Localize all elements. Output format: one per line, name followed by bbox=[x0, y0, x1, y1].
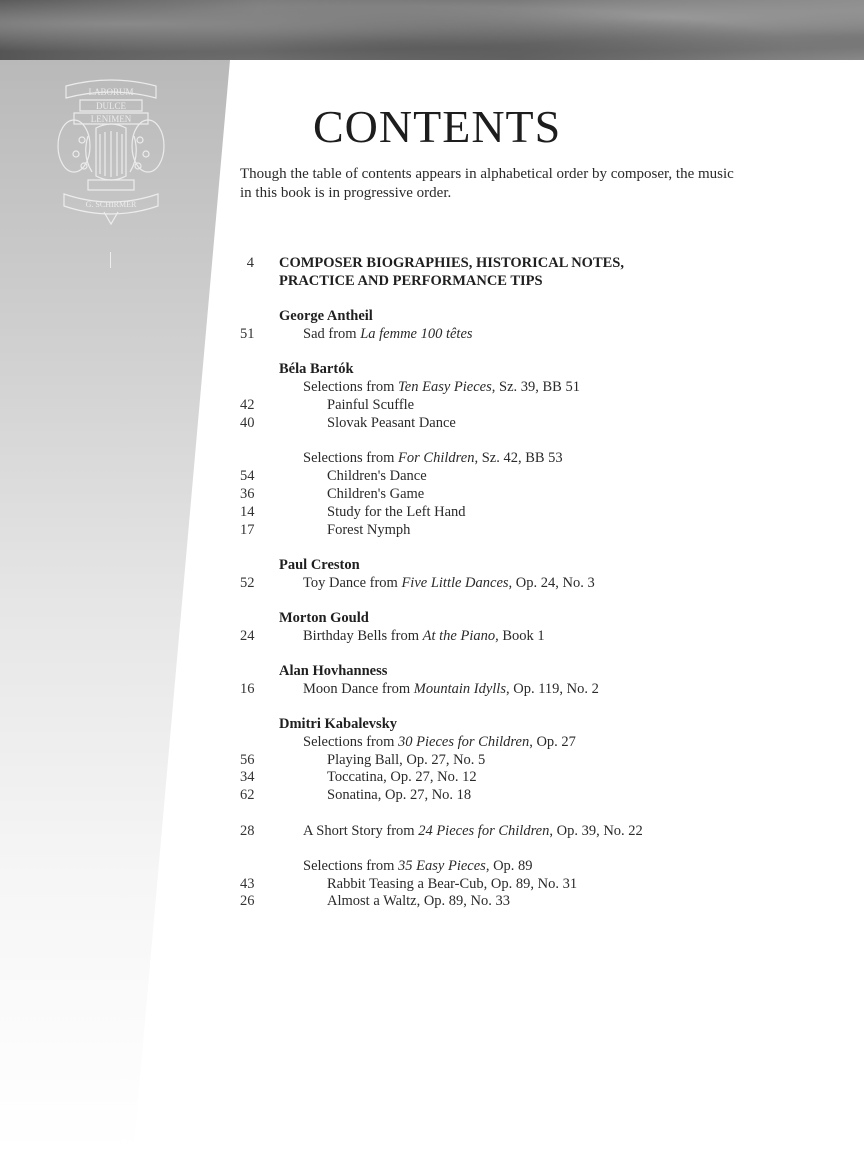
page-number: 34 bbox=[240, 769, 255, 785]
toc-entry: Slovak Peasant Dance bbox=[327, 415, 456, 431]
toc-entry: Children's Dance bbox=[327, 468, 427, 484]
page-number: 62 bbox=[240, 787, 255, 803]
page-number: 56 bbox=[240, 752, 255, 768]
page-number: 42 bbox=[240, 397, 255, 413]
composer-name: Paul Creston bbox=[279, 557, 360, 573]
collection-heading: Selections from 35 Easy Pieces, Op. 89 bbox=[303, 858, 533, 874]
toc-entry: Moon Dance from Mountain Idylls, Op. 119, No. 2 bbox=[303, 681, 599, 697]
toc-entry: Sad from La femme 100 têtes bbox=[303, 326, 473, 342]
toc-entry: Forest Nymph bbox=[327, 522, 411, 538]
section-heading: COMPOSER BIOGRAPHIES, HISTORICAL NOTES, bbox=[279, 255, 624, 271]
page-number: 52 bbox=[240, 575, 255, 591]
decorative-tick bbox=[110, 252, 111, 268]
toc-entry: Toy Dance from Five Little Dances, Op. 24, No. 3 bbox=[303, 575, 595, 591]
section-heading: PRACTICE AND PERFORMANCE TIPS bbox=[279, 273, 543, 289]
composer-name: Morton Gould bbox=[279, 610, 369, 626]
page-number: 26 bbox=[240, 893, 255, 909]
top-banner-image bbox=[0, 0, 864, 60]
emblem-banner-middle-1: DULCE bbox=[96, 101, 126, 111]
page-number: 43 bbox=[240, 876, 255, 892]
toc-entry: Painful Scuffle bbox=[327, 397, 415, 413]
composer-name: Dmitri Kabalevsky bbox=[279, 716, 398, 732]
collection-heading: Selections from Ten Easy Pieces, Sz. 39, BB 51 bbox=[303, 379, 580, 395]
emblem-banner-middle-2: LENIMEN bbox=[90, 114, 132, 124]
page-number: 14 bbox=[240, 504, 255, 520]
intro-paragraph: Though the table of contents appears in alphabetical order by composer, the music in this book is in progressive order. bbox=[240, 166, 734, 201]
page-number: 24 bbox=[240, 628, 255, 644]
composer-name: Béla Bartók bbox=[279, 361, 354, 377]
toc-entry: Children's Game bbox=[327, 486, 425, 502]
composer-name: Alan Hovhanness bbox=[279, 663, 388, 679]
page-number: 54 bbox=[240, 468, 255, 484]
composer-name: George Antheil bbox=[279, 308, 373, 324]
toc-entry: A Short Story from 24 Pieces for Children, Op. 39, No. 22 bbox=[303, 823, 643, 839]
toc-entry: Study for the Left Hand bbox=[327, 504, 466, 520]
page-title: CONTENTS bbox=[313, 101, 562, 152]
page-number: 36 bbox=[240, 486, 255, 502]
page-number: 51 bbox=[240, 326, 255, 342]
page-number: 16 bbox=[240, 681, 255, 697]
page-number: 17 bbox=[240, 522, 255, 538]
emblem-banner-top: LABORUM bbox=[88, 87, 134, 97]
page-number: 28 bbox=[240, 823, 255, 839]
toc-entry: Birthday Bells from At the Piano, Book 1 bbox=[303, 628, 545, 644]
page-number: 40 bbox=[240, 415, 255, 431]
toc-entry: Sonatina, Op. 27, No. 18 bbox=[327, 787, 472, 803]
toc-entry: Almost a Waltz, Op. 89, No. 33 bbox=[327, 893, 511, 909]
collection-heading: Selections from For Children, Sz. 42, BB 53 bbox=[303, 450, 563, 466]
collection-heading: Selections from 30 Pieces for Children, Op. 27 bbox=[303, 734, 576, 750]
schirmer-seal-logo bbox=[52, 76, 170, 226]
toc-entry: Rabbit Teasing a Bear-Cub, Op. 89, No. 31 bbox=[327, 876, 578, 892]
toc-entry: Toccatina, Op. 27, No. 12 bbox=[327, 769, 477, 785]
page-number: 4 bbox=[246, 255, 254, 271]
emblem-banner-bottom: G. SCHIRMER bbox=[85, 200, 137, 209]
toc-entry: Playing Ball, Op. 27, No. 5 bbox=[327, 752, 486, 768]
